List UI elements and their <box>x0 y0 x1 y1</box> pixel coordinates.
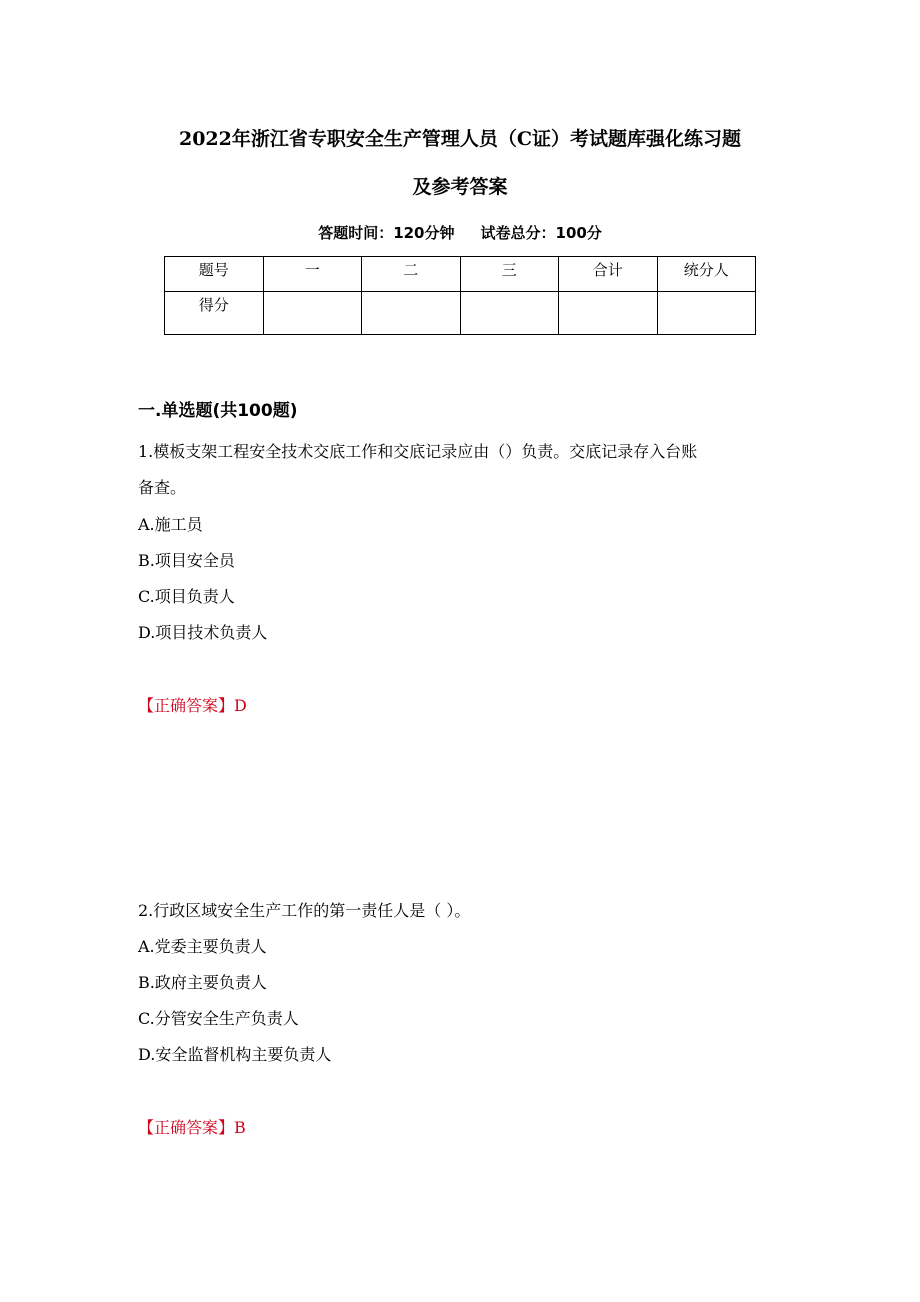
question-stem: 备查。 <box>138 478 187 497</box>
score-cell <box>657 292 756 335</box>
document-title-line2: 及参考答案 <box>412 176 508 198</box>
question-option: C.分管安全生产负责人 <box>138 1009 299 1028</box>
exam-meta <box>0 222 920 243</box>
score-cell <box>559 292 658 335</box>
correct-answer: 【正确答案】B <box>138 1118 246 1137</box>
score-header-cell: 一 <box>263 257 362 292</box>
score-cell <box>362 292 461 335</box>
score-table-header-row <box>165 257 756 292</box>
score-header-cell: 统分人 <box>657 257 756 292</box>
section-heading: 一.单选题(共100题) <box>138 401 298 421</box>
question-option: A.党委主要负责人 <box>138 937 267 956</box>
correct-answer: 【正确答案】D <box>138 696 247 715</box>
score-cell <box>460 292 559 335</box>
exam-time: 答题时间：120分钟 <box>318 224 455 242</box>
exam-total-score: 试卷总分：100分 <box>480 224 602 242</box>
score-row-label: 得分 <box>165 292 264 335</box>
score-header-cell: 二 <box>362 257 461 292</box>
question-option: B.项目安全员 <box>138 551 235 570</box>
question-option: D.项目技术负责人 <box>138 623 268 642</box>
question-option: A.施工员 <box>138 515 203 534</box>
question-option: D.安全监督机构主要负责人 <box>138 1045 332 1064</box>
score-header-cell: 三 <box>460 257 559 292</box>
score-table-score-row <box>165 292 756 335</box>
question-option: B.政府主要负责人 <box>138 973 267 992</box>
question-stem: 2.行政区域安全生产工作的第一责任人是（ ）。 <box>138 901 471 920</box>
score-cell <box>263 292 362 335</box>
question-option: C.项目负责人 <box>138 587 235 606</box>
document-title-line1: 2022年浙江省专职安全生产管理人员（C证）考试题库强化练习题 <box>178 128 741 150</box>
score-table <box>164 256 756 335</box>
question-stem: 1.模板支架工程安全技术交底工作和交底记录应由（）负责。交底记录存入台账 <box>138 442 698 461</box>
score-header-cell: 合计 <box>559 257 658 292</box>
score-header-cell: 题号 <box>165 257 264 292</box>
